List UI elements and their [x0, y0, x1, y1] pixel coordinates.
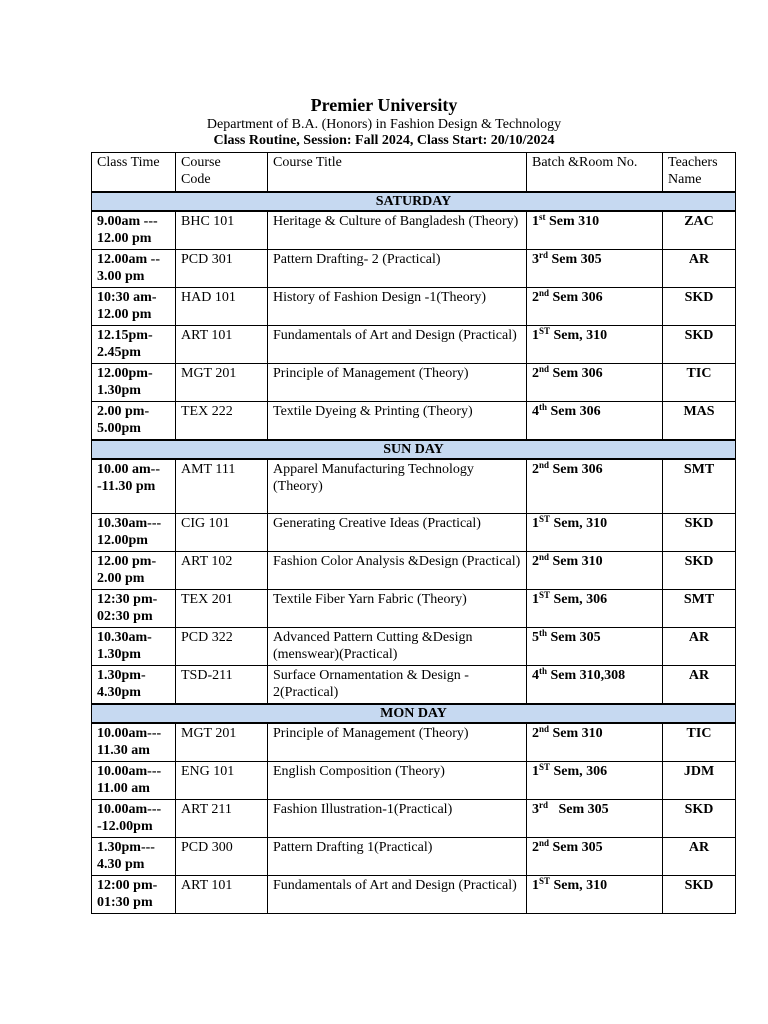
day-label: MON DAY: [92, 704, 736, 723]
day-label: SUN DAY: [92, 440, 736, 459]
department-line: Department of B.A. (Honors) in Fashion Design & Technology: [206, 117, 562, 132]
course-title-cell: Apparel Manufacturing Technology (Theory): [268, 459, 527, 514]
table-row: [92, 628, 736, 666]
table-row: [92, 723, 736, 762]
day-header-row: [92, 192, 736, 211]
header-course-code: Course Code: [176, 153, 268, 193]
course-code-cell: AMT 111: [176, 459, 268, 514]
routine-body: [92, 192, 736, 914]
batch-room-cell: 2nd Sem 305: [527, 838, 663, 876]
table-header-row: [92, 153, 736, 193]
class-time-cell: 10.30am- 1.30pm: [92, 628, 176, 666]
batch-room-cell: 3rd Sem 305: [527, 800, 663, 838]
course-title-cell: Heritage & Culture of Bangladesh (Theory): [268, 211, 527, 250]
teacher-name-cell: MAS: [663, 402, 736, 441]
document-header: [0, 94, 768, 149]
batch-room-cell: 1ST Sem, 306: [527, 762, 663, 800]
teacher-name-cell: SKD: [663, 552, 736, 590]
course-title-cell: Fundamentals of Art and Design (Practical): [268, 326, 527, 364]
class-time-cell: 12.00am -- 3.00 pm: [92, 250, 176, 288]
batch-room-cell: 1ST Sem, 310: [527, 326, 663, 364]
table-row: [92, 364, 736, 402]
table-row: [92, 459, 736, 514]
table-row: [92, 590, 736, 628]
header-teachers-name: Teachers Name: [663, 153, 736, 193]
course-title-cell: English Composition (Theory): [268, 762, 527, 800]
class-time-cell: 10:30 am- 12.00 pm: [92, 288, 176, 326]
batch-room-cell: 1st Sem 310: [527, 211, 663, 250]
course-code-cell: CIG 101: [176, 514, 268, 552]
course-code-cell: ENG 101: [176, 762, 268, 800]
class-routine-table: [91, 152, 736, 914]
course-code-cell: MGT 201: [176, 723, 268, 762]
batch-room-cell: 5th Sem 305: [527, 628, 663, 666]
course-title-cell: Pattern Drafting- 2 (Practical): [268, 250, 527, 288]
table-row: [92, 250, 736, 288]
course-title-cell: Principle of Management (Theory): [268, 364, 527, 402]
course-code-cell: PCD 322: [176, 628, 268, 666]
course-code-cell: PCD 300: [176, 838, 268, 876]
class-time-cell: 10.00am--- -12.00pm: [92, 800, 176, 838]
course-title-cell: Textile Dyeing & Printing (Theory): [268, 402, 527, 441]
course-code-cell: PCD 301: [176, 250, 268, 288]
course-code-cell: ART 101: [176, 876, 268, 914]
table-row: [92, 211, 736, 250]
course-code-cell: TEX 222: [176, 402, 268, 441]
table-row: [92, 514, 736, 552]
header-batch-room: Batch &Room No.: [527, 153, 663, 193]
course-title-cell: Surface Ornamentation & Design - 2(Practical): [268, 666, 527, 705]
table-row: [92, 402, 736, 441]
course-code-cell: ART 101: [176, 326, 268, 364]
course-title-cell: Generating Creative Ideas (Practical): [268, 514, 527, 552]
class-time-cell: 10.30am--- 12.00pm: [92, 514, 176, 552]
course-title-cell: History of Fashion Design -1(Theory): [268, 288, 527, 326]
teacher-name-cell: SKD: [663, 876, 736, 914]
routine-line: Class Routine, Session: Fall 2024, Class Start: 20/10/2024: [213, 133, 555, 148]
table-row: [92, 288, 736, 326]
teacher-name-cell: SKD: [663, 514, 736, 552]
batch-room-cell: 4th Sem 310,308: [527, 666, 663, 705]
course-code-cell: TEX 201: [176, 590, 268, 628]
class-time-cell: 12:00 pm- 01:30 pm: [92, 876, 176, 914]
teacher-name-cell: AR: [663, 628, 736, 666]
batch-room-cell: 1ST Sem, 310: [527, 876, 663, 914]
course-code-cell: BHC 101: [176, 211, 268, 250]
batch-room-cell: 1ST Sem, 306: [527, 590, 663, 628]
batch-room-cell: 2nd Sem 306: [527, 288, 663, 326]
course-code-cell: ART 211: [176, 800, 268, 838]
course-title-cell: Fashion Illustration-1(Practical): [268, 800, 527, 838]
course-title-cell: Fundamentals of Art and Design (Practical): [268, 876, 527, 914]
course-title-cell: Advanced Pattern Cutting &Design (menswear)(Practical): [268, 628, 527, 666]
day-header-row: [92, 704, 736, 723]
class-time-cell: 12:30 pm- 02:30 pm: [92, 590, 176, 628]
teacher-name-cell: SKD: [663, 288, 736, 326]
day-header-row: [92, 440, 736, 459]
batch-room-cell: 3rd Sem 305: [527, 250, 663, 288]
course-title-cell: Fashion Color Analysis &Design (Practical): [268, 552, 527, 590]
class-time-cell: 2.00 pm- 5.00pm: [92, 402, 176, 441]
batch-room-cell: 2nd Sem 310: [527, 552, 663, 590]
class-time-cell: 1.30pm- 4.30pm: [92, 666, 176, 705]
class-time-cell: 12.00 pm- 2.00 pm: [92, 552, 176, 590]
batch-room-cell: 2nd Sem 306: [527, 459, 663, 514]
course-title-cell: Principle of Management (Theory): [268, 723, 527, 762]
teacher-name-cell: TIC: [663, 723, 736, 762]
class-time-cell: 1.30pm--- 4.30 pm: [92, 838, 176, 876]
class-time-cell: 10.00am--- 11.30 am: [92, 723, 176, 762]
batch-room-cell: 2nd Sem 310: [527, 723, 663, 762]
header-course-title: Course Title: [268, 153, 527, 193]
table-row: [92, 762, 736, 800]
batch-room-cell: 2nd Sem 306: [527, 364, 663, 402]
teacher-name-cell: AR: [663, 250, 736, 288]
course-code-cell: HAD 101: [176, 288, 268, 326]
class-time-cell: 10.00am--- 11.00 am: [92, 762, 176, 800]
teacher-name-cell: SMT: [663, 590, 736, 628]
teacher-name-cell: SKD: [663, 800, 736, 838]
course-code-cell: TSD-211: [176, 666, 268, 705]
class-time-cell: 10.00 am---11.30 pm: [92, 459, 176, 514]
teacher-name-cell: SKD: [663, 326, 736, 364]
class-time-cell: 12.15pm- 2.45pm: [92, 326, 176, 364]
class-time-cell: 12.00pm- 1.30pm: [92, 364, 176, 402]
day-label: SATURDAY: [92, 192, 736, 211]
table-row: [92, 838, 736, 876]
course-code-cell: MGT 201: [176, 364, 268, 402]
teacher-name-cell: SMT: [663, 459, 736, 514]
teacher-name-cell: ZAC: [663, 211, 736, 250]
table-row: [92, 552, 736, 590]
class-time-cell: 9.00am --- 12.00 pm: [92, 211, 176, 250]
batch-room-cell: 1ST Sem, 310: [527, 514, 663, 552]
teacher-name-cell: AR: [663, 838, 736, 876]
table-row: [92, 666, 736, 705]
teacher-name-cell: AR: [663, 666, 736, 705]
course-title-cell: Textile Fiber Yarn Fabric (Theory): [268, 590, 527, 628]
table-row: [92, 876, 736, 914]
course-code-cell: ART 102: [176, 552, 268, 590]
teacher-name-cell: TIC: [663, 364, 736, 402]
header-class-time: Class Time: [92, 153, 176, 193]
batch-room-cell: 4th Sem 306: [527, 402, 663, 441]
course-title-cell: Pattern Drafting 1(Practical): [268, 838, 527, 876]
table-row: [92, 800, 736, 838]
teacher-name-cell: JDM: [663, 762, 736, 800]
table-row: [92, 326, 736, 364]
university-title: Premier University: [310, 95, 458, 115]
